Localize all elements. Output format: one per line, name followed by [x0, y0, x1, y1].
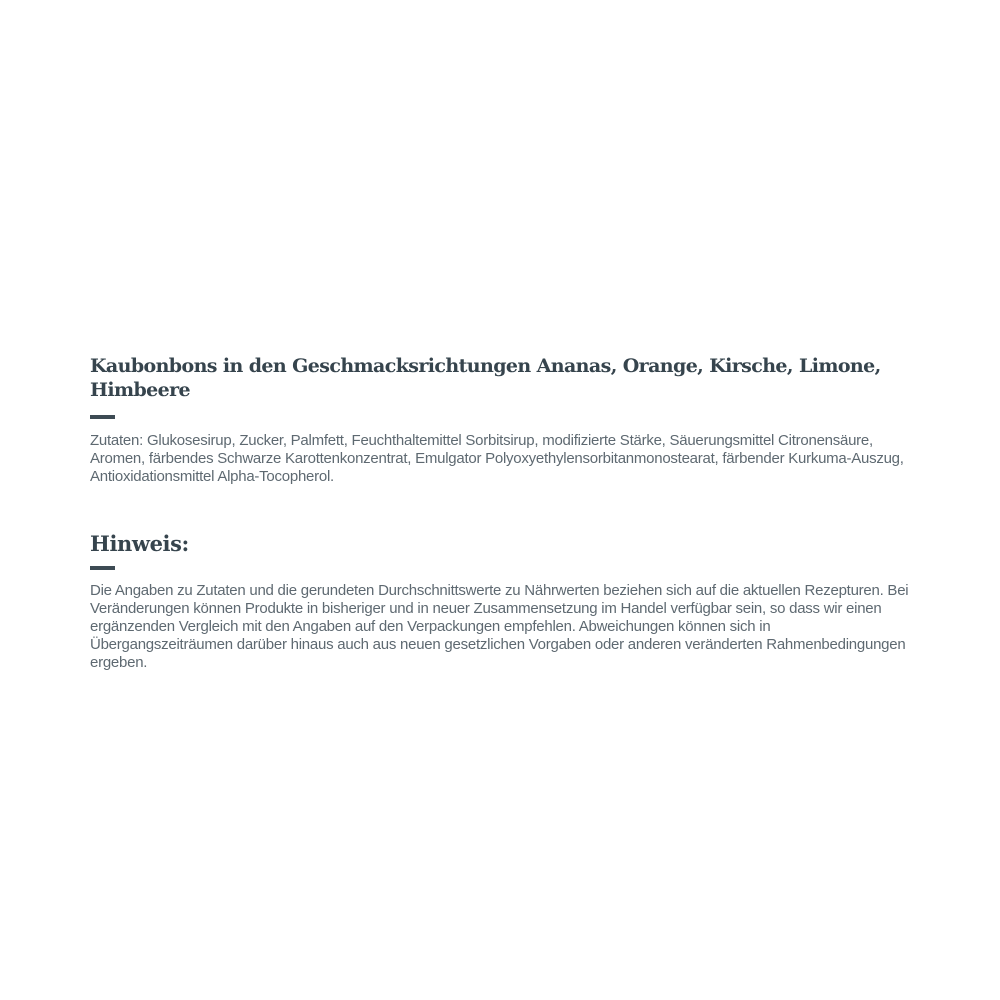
product-title: Kaubonbons in den Geschmacksrichtungen Ananas, Orange, Kirsche, Limone, Himbeere — [90, 355, 881, 401]
note-accent-rule — [90, 566, 115, 570]
note-title: Hinweis: — [90, 531, 189, 556]
ingredients-paragraph: Zutaten: Glukosesirup, Zucker, Palmfett, Feuchthaltemittel Sorbitsirup, modifizierte Stärke, Säuerungsmittel Citronensäure, Aromen, färbendes Schwarze Karottenkonzentrat, Emulgator Polyoxyethylensorbitanmonostearat, färbender Kurkuma-Auszug, Antioxidationsmittel Alpha-Tocopherol. — [90, 432, 904, 485]
note-paragraph: Die Angaben zu Zutaten und die gerundeten Durchschnittswerte zu Nährwerten beziehen sich auf die aktuellen Rezepturen. Bei Veränderungen können Produkte in bisheriger und in neuer Zusammensetzung im Handel verfügbar sein, so dass wir einen ergänzenden Vergleich mit den Angaben auf den Verpackungen empfehlen. Abweichungen können sich in Übergangszeiträumen darüber hinaus auch aus neuen gesetzlichen Vorgaben oder anderen veränderten Rahmenbedingungen ergeben. — [90, 582, 909, 671]
title-accent-rule — [90, 415, 115, 419]
product-info-section — [90, 354, 912, 672]
